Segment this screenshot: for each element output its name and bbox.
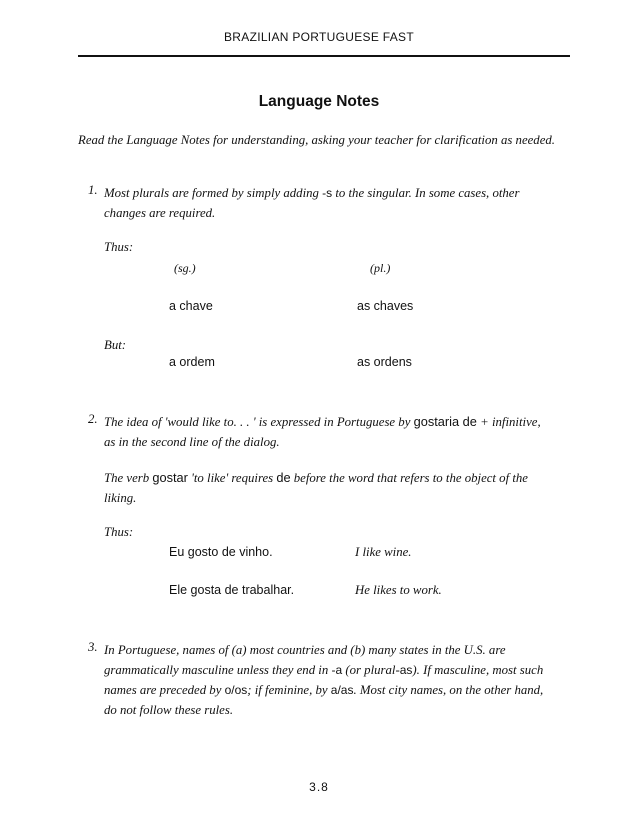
- note-1-number: 1.: [88, 183, 98, 197]
- note-2-ex2-english: He likes to work.: [355, 583, 442, 597]
- note-3-ending-a: -a: [331, 663, 343, 677]
- note-2-paragraph-1: [104, 412, 554, 452]
- note-2-paragraph-2: [104, 468, 554, 508]
- note-1-text-c: to the singular. In some cases, other changes are required.: [104, 186, 520, 220]
- page-number: 3.8: [309, 780, 329, 794]
- note-2-ex1-portuguese: Eu gosto de vinho.: [169, 545, 273, 559]
- note-1-ex1-plural: as chaves: [357, 299, 414, 313]
- note-3-t3: (or plural-: [342, 663, 400, 677]
- note-2-p2-prep: de: [276, 470, 291, 485]
- note-2-p1-term: gostaria de: [413, 414, 477, 429]
- note-1-col-singular: (sg.): [174, 261, 196, 275]
- note-1-text: [104, 183, 554, 223]
- note-2-number: 2.: [88, 412, 98, 426]
- note-1-col-plural: (pl.): [370, 261, 391, 275]
- header-rule: [78, 55, 570, 57]
- note-1-thus-label: Thus:: [104, 240, 134, 254]
- note-2-thus-label: Thus:: [104, 525, 134, 539]
- note-1-ex1-singular: a chave: [169, 299, 213, 313]
- note-3-text: [104, 640, 558, 720]
- note-3-t7: ; if feminine, by: [247, 683, 331, 697]
- note-1-suffix: -s: [322, 186, 333, 200]
- note-3-t9: . Most city names, on the other hand, do not follow these rules.: [104, 683, 544, 717]
- note-2-ex1-english: I like wine.: [355, 545, 412, 559]
- note-2-p1-a: The idea of 'would like to. . . ' is expressed in Portuguese by: [104, 415, 414, 429]
- intro-paragraph: Read the Language Notes for understanding, asking your teacher for clarification as needed.: [78, 133, 555, 147]
- running-header: BRAZILIAN PORTUGUESE FAST: [224, 30, 414, 44]
- note-2-p1-c: + infinitive, as in the second line of the dialog.: [104, 415, 541, 449]
- page-title: Language Notes: [258, 93, 380, 110]
- note-2-ex2-portuguese: Ele gosta de trabalhar.: [169, 583, 295, 597]
- note-3-number: 3.: [88, 640, 98, 654]
- note-1-but-label: But:: [104, 338, 127, 352]
- note-2-p2-c: 'to like' requires: [187, 471, 277, 485]
- note-1-text-a: Most plurals are formed by simply adding: [104, 186, 323, 200]
- note-3-article-fem: a/as: [330, 683, 354, 697]
- note-3-article-masc: o/os: [224, 683, 248, 697]
- note-3-ending-as: as: [399, 663, 413, 677]
- note-1-ex2-singular: a ordem: [169, 355, 215, 369]
- note-3-t1: In Portuguese, names of (a) most countries and (b) many states in the U.S. are grammatically masculine unless they end in: [104, 643, 506, 677]
- note-2-p2-a: The verb: [104, 471, 153, 485]
- note-3-t5: ). If masculine, most such names are preceded by: [104, 663, 544, 697]
- note-1-ex2-plural: as ordens: [357, 355, 412, 369]
- note-2-p2-verb: gostar: [152, 470, 188, 485]
- note-2-p2-e: before the word that refers to the object of the liking.: [104, 471, 528, 505]
